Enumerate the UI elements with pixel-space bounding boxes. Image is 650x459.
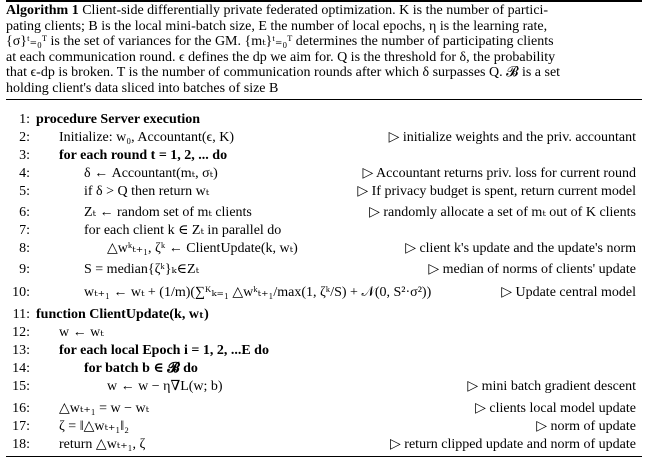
line-code: wₜ₊₁ ← wₜ + (1/m)(∑ᴷₖ₌₁ △wᵏₜ₊₁/max(1, ζᵏ/S) + 𝒩(0, S²·σ²)) (84, 285, 432, 300)
algorithm-line (6, 261, 640, 278)
line-code: for batch b ∈ 𝓑 do (84, 361, 198, 376)
line-code: Zₜ ← random set of mₜ clients (84, 205, 252, 220)
line-comment: ▷ Update central model (501, 285, 636, 300)
algorithm-line (6, 400, 640, 417)
algorithm-caption (6, 3, 640, 96)
caption-rule (6, 99, 642, 100)
line-comment: ▷ mini batch gradient descent (467, 379, 636, 394)
algorithm-line (6, 183, 640, 200)
bottom-rule (6, 456, 642, 457)
caption-line-1: Algorithm 1 Client-side differentially private federated optimization. K is the number of partici- (6, 3, 549, 18)
line-comment: ▷ return clipped update and norm of update (390, 437, 636, 452)
algorithm-line (6, 284, 640, 301)
line-code: S = median{ζᵏ}ₖ∈Zₜ (84, 262, 200, 277)
algorithm-line (6, 240, 640, 257)
line-number: 8: (19, 241, 30, 256)
algorithm-line (6, 436, 640, 453)
line-number: 11: (12, 307, 30, 322)
line-code: δ ← Accountant(mₜ, σₜ) (84, 166, 218, 181)
algorithm-line (6, 222, 640, 239)
line-code: for each client k ∈ Zₜ in parallel do (84, 223, 282, 238)
line-code: Initialize: w₀, Accountant(ϵ, K) (59, 130, 234, 145)
line-number: 12: (12, 325, 30, 340)
algorithm-line (6, 147, 640, 164)
line-number: 14: (12, 361, 30, 376)
line-code: w ← wₜ (59, 325, 104, 340)
line-comment: ▷ Accountant returns priv. loss for current round (362, 166, 636, 181)
line-number: 3: (19, 148, 30, 163)
caption-line-2: pating clients; B is the local mini-batch size, E the number of local epochs, η is the learning rate, (6, 18, 548, 34)
algorithm-line (6, 204, 640, 221)
line-code: △wᵏₜ₊₁, ζᵏ ← ClientUpdate(k, wₜ) (107, 241, 298, 256)
line-comment: ▷ initialize weights and the priv. accountant (388, 130, 636, 145)
algorithm-label: Algorithm 1 (6, 3, 79, 18)
line-code: if δ > Q then return wₜ (84, 184, 210, 199)
line-code: for each round t = 1, 2, ... do (59, 148, 228, 163)
line-comment: ▷ norm of update (536, 419, 636, 434)
line-code: return △wₜ₊₁, ζ (59, 437, 146, 452)
algorithm-line (6, 165, 640, 182)
line-number: 13: (12, 343, 30, 358)
line-comment: ▷ clients local model update (475, 401, 636, 416)
line-code: △wₜ₊₁ = w − wₜ (59, 401, 150, 416)
algorithm-line (6, 129, 640, 146)
line-number: 10: (12, 285, 30, 300)
line-number: 4: (19, 166, 30, 181)
algorithm-line (6, 418, 640, 435)
algorithm-line (6, 360, 640, 377)
line-number: 18: (12, 437, 30, 452)
caption-line-5: that ϵ-dp is broken. T is the number of communication rounds after which δ surpasses Q. 𝓑 is a set (6, 65, 561, 80)
line-number: 7: (19, 223, 30, 238)
top-rule (6, 0, 642, 2)
algorithm-line (6, 111, 640, 128)
line-comment: ▷ randomly allocate a set of mₜ out of K clients (369, 205, 636, 220)
algorithm-line (6, 306, 640, 323)
line-comment: ▷ If privacy budget is spent, return current model (357, 184, 636, 199)
line-code: ζ = ‖△wₜ₊₁‖₂ (59, 419, 130, 434)
line-code: function ClientUpdate(k, wₜ) (36, 307, 209, 322)
caption-line-6: holding client's data sliced into batches of size B (6, 80, 279, 96)
caption-line-4: at each communication round. ϵ defines the dp we aim for. Q is the threshold for δ, the probability (6, 49, 556, 65)
algorithm-line (6, 342, 640, 359)
line-number: 2: (19, 130, 30, 145)
line-number: 9: (19, 262, 30, 277)
line-code: procedure Server execution (36, 112, 201, 127)
line-number: 15: (12, 379, 30, 394)
line-number: 17: (12, 419, 30, 434)
line-number: 1: (19, 112, 30, 127)
line-number: 6: (19, 205, 30, 220)
line-code: for each local Epoch i = 1, 2, ...E do (59, 343, 269, 358)
line-number: 5: (19, 184, 30, 199)
line-number: 16: (12, 401, 30, 416)
line-comment: ▷ client k's update and the update's norm (405, 241, 636, 256)
line-comment: ▷ median of norms of clients' update (428, 262, 636, 277)
line-code: w ← w − η∇L(w; b) (107, 379, 223, 394)
algorithm-line (6, 324, 640, 341)
caption-line-3: {σ}ᵗ₌₀ᵀ is the set of variances for the GM. {mₜ}ᵗ₌₀ᵀ determines the number of participating clients (6, 34, 554, 49)
algorithm-line (6, 378, 640, 395)
